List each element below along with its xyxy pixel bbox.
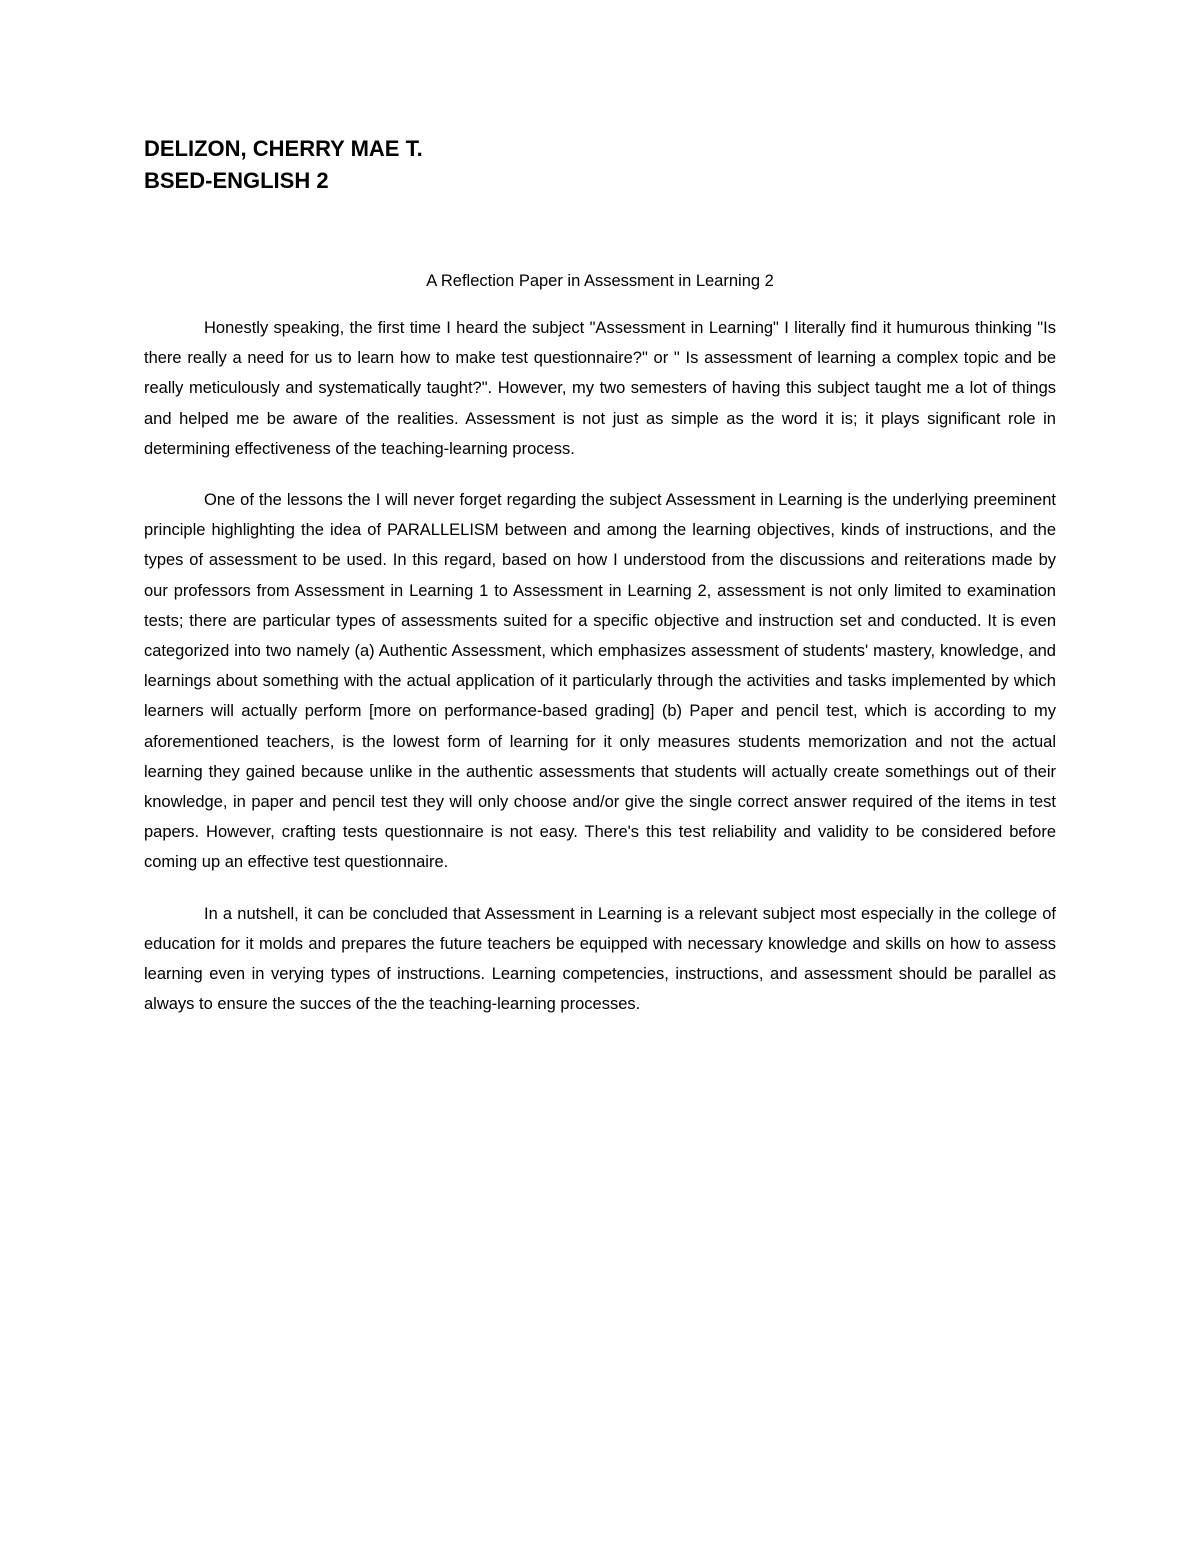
- author-header: [144, 133, 1056, 197]
- author-name: DELIZON, CHERRY MAE T.: [144, 136, 423, 161]
- paragraph-conclusion: In a nutshell, it can be concluded that Assessment in Learning is a relevant subject most especially in the college of education for it molds and prepares the future teachers be equipped with necessary knowledge and skills on how to assess learning even in verying types of instructions. Learning competencies, instructions, and assessment should be parallel as always to ensure the succes of the the teaching-learning processes.: [144, 904, 1056, 1014]
- document-title: A Reflection Paper in Assessment in Learning 2: [426, 272, 774, 290]
- paragraph-lessons: One of the lessons the I will never forget regarding the subject Assessment in Learning is the underlying preeminent principle highlighting the idea of PARALLELISM between and among the learning objectives, kinds of instructions, and the types of assessment to be used. In this regard, based on how I understood from the discussions and reiterations made by our professors from Assessment in Learning 1 to Assessment in Learning 2, assessment is not only limited to examination tests; there are particular types of assessments suited for a specific objective and instruction set and conducted. It is even categorized into two namely (a) Authentic Assessment, which emphasizes assessment of students' mastery, knowledge, and learnings about something with the actual application of it particularly through the activities and tasks implemented by which learners will actually perform [more on performance-based grading] (b) Paper and pencil test, which is according to my aforementioned teachers, is the lowest form of learning for it only measures students memorization and not the actual learning they gained because unlike in the authentic assessments that students will actually create somethings out of their knowledge, in paper and pencil test they will only choose and/or give the single correct answer required of the items in test papers. However, crafting tests questionnaire is not easy. There's this test reliability and validity to be considered before coming up an effective test questionnaire.: [144, 491, 1056, 872]
- paragraph-intro: Honestly speaking, the first time I heard the subject "Assessment in Learning" I literally find it humurous thinking "Is there really a need for us to learn how to make test questionnaire?" or " Is assessment of learning a complex topic and be really meticulously and systematically taught?". However, my two semesters of having this subject taught me a lot of things and helped me be aware of the realities. Assessment is not just as simple as the word it is; it plays significant role in determining effectiveness of the teaching-learning process.: [144, 319, 1056, 458]
- document-body: [144, 313, 1056, 1040]
- author-course: BSED-ENGLISH 2: [144, 168, 329, 193]
